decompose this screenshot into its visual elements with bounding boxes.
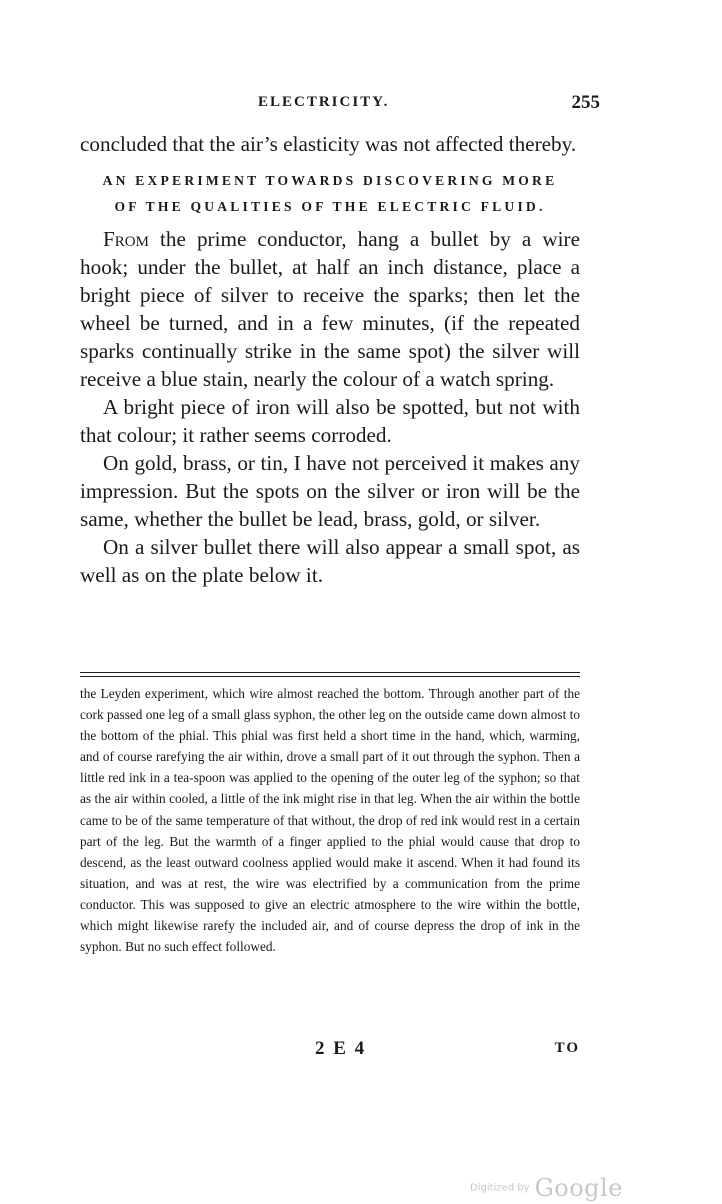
section-heading <box>80 168 580 220</box>
watermark-prefix: Digitized by <box>470 1182 530 1194</box>
signature-line <box>80 1038 580 1062</box>
paragraph-1-text: the prime conductor, hang a bullet by a wire hook; under the bullet, at half an inch distance, place a bright piece of silver to receive the sparks; then let the wheel be turned, and in a few minutes, (if the repeated sparks continually strike in the same spot) the silver will receive a blue stain, nearly the colour of a watch spring. <box>80 227 580 391</box>
running-title: ELECTRICITY. <box>258 94 390 110</box>
catchword: TO <box>554 1040 580 1056</box>
google-logo: Google <box>534 1174 623 1202</box>
page-number: 255 <box>571 92 600 113</box>
paragraph-3: On gold, brass, or tin, I have not perceived it makes any impression. But the spots on the silver or iron will be the same, whether the bullet be lead, brass, gold, or silver. <box>80 451 580 531</box>
paragraph-2: A bright piece of iron will also be spotted, but not with that colour; it rather seems corroded. <box>80 395 580 447</box>
running-head <box>78 92 600 112</box>
section-heading-line-2: OF THE QUALITIES OF THE ELECTRIC FLUID. <box>114 199 546 214</box>
section-heading-line-1: AN EXPERIMENT TOWARDS DISCOVERING MORE <box>102 173 558 188</box>
paragraph-1 <box>80 225 580 393</box>
footnote-rule-bottom <box>80 676 580 677</box>
signature-mark: 2 E 4 <box>315 1038 367 1059</box>
paragraph-4: On a silver bullet there will also appear a small spot, as well as on the plate below it. <box>80 535 580 587</box>
continuation-paragraph: concluded that the air’s elasticity was not affected thereby. <box>80 132 577 156</box>
footnote <box>80 683 580 957</box>
paragraph-1-lead: From <box>103 227 149 251</box>
footnote-rule-top <box>80 672 580 673</box>
footnote-text: the Leyden experiment, which wire almost reached the bottom. Through another part of the cork passed one leg of a small glass syphon, the other leg on the outside came down almost to the bottom of the phial. This phial was first held a short time in the hand, which, warming, and of course rarefying the air within, drove a small part of it out through the syphon. Then a little red ink in a tea-spoon was applied to the opening of the outer leg of the syphon; so that as the air within cooled, a little of the ink might rise in that leg. When the air within the bottle came to be of the same temperature of that without, the drop of red ink would rest in a certain part of the leg. But the warmth of a finger applied to the phial would cause that drop to descend, as the least outward coolness applied would make it ascend. When it had found its situation, and was at rest, the wire was electrified by a communication from the prime conductor. This was supposed to give an electric atmosphere to the wire within the bottle, which might likewise rarefy the included air, and of course depress the drop of ink in the syphon. But no such effect followed. <box>80 686 580 955</box>
main-text <box>80 130 580 589</box>
digitized-watermark <box>470 1174 623 1202</box>
